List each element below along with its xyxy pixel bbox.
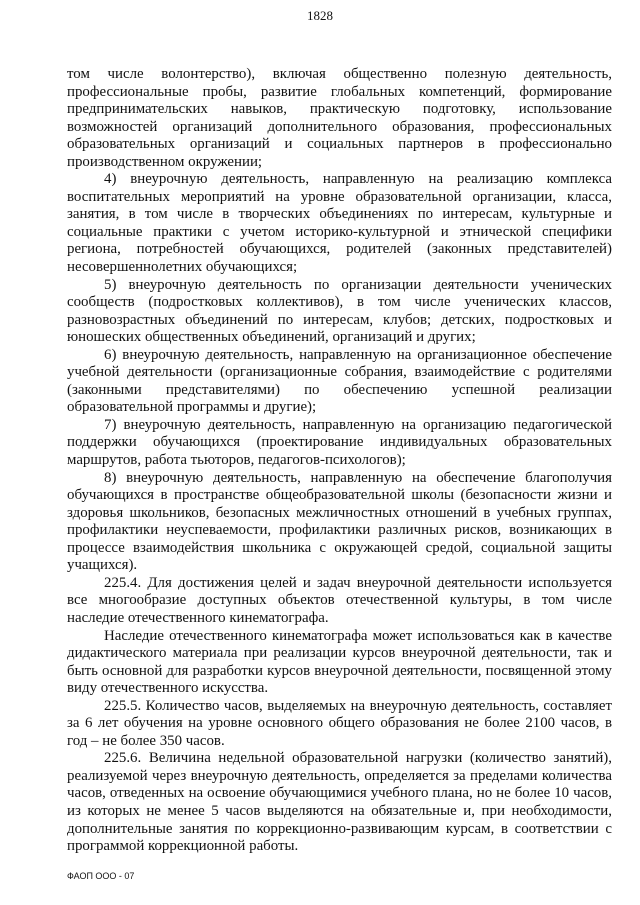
paragraph-continuation: том числе волонтерство), включая общественно полезную деятельность, профессиональные пробы, развитие глобальных компетенций, формирование предпринимательских навыков, практическую подготовку, использование возможностей организаций дополнительного образования, профессиональных образовательных организаций и социальных партнеров в профессионально производственном окружении; — [67, 66, 612, 170]
paragraph-225-4: 225.4. Для достижения целей и задач внеурочной деятельности используется все многообразие доступных объектов отечественной культуры, в том числе наследие отечественного кинематографа. — [67, 574, 612, 626]
paragraph-item-5: 5) внеурочную деятельность по организации деятельности ученических сообществ (подростковых коллективов), в том числе ученических классов, разновозрастных объединений по интересам, клубов; детских, подростковых и юношеских общественных объединений, организаций и других; — [67, 276, 612, 346]
paragraph-item-8: 8) внеурочную деятельность, направленную на обеспечение благополучия обучающихся в пространстве общеобразовательной школы (безопасности жизни и здоровья школьников, безопасных межличностных отношений в учебных группах, профилактики неуспеваемости, профилактики различных рисков, возникающих в процессе взаимодействия школьника с окружающей средой, социальной защиты учащихся). — [67, 469, 612, 574]
paragraph-225-6: 225.6. Величина недельной образовательной нагрузки (количество занятий), реализуемой через внеурочную деятельность, определяется за пределами количества часов, отведенных на освоение обучающимися учебного плана, но не более 10 часов, из которых не менее 5 часов выделяются на обязательные и, при необходимости, дополнительные занятия по коррекционно-развивающим курсам, в соответствии с программой коррекционной работы. — [67, 750, 612, 855]
document-body — [67, 66, 612, 856]
paragraph-cinema-heritage: Наследие отечественного кинематографа может использоваться как в качестве дидактического материала при реализации курсов внеурочной деятельности, так и быть основной для разработки курсов внеурочной деятельности, посвященной этому виду отечественного искусства. — [67, 627, 612, 697]
paragraph-item-4: 4) внеурочную деятельность, направленную на реализацию комплекса воспитательных мероприятий на уровне образовательной организации, класса, занятия, в том числе в творческих объединениях по интересам, культурные и социальные практики с учетом историко-культурной и этнической специфики региона, потребностей обучающихся, родителей (законных представителей) несовершеннолетних обучающихся; — [67, 171, 612, 276]
page-number: 1828 — [307, 8, 333, 23]
paragraph-225-5: 225.5. Количество часов, выделяемых на внеурочную деятельность, составляет за 6 лет обучения на уровне основного общего образования не более 2100 часов, в год – не более 350 часов. — [67, 697, 612, 749]
footer-document-code: ФАОП ООО - 07 — [67, 871, 135, 881]
paragraph-item-7: 7) внеурочную деятельность, направленную на организацию педагогической поддержки обучающихся (проектирование индивидуальных образовательных маршрутов, работа тьюторов, педагогов-психологов); — [67, 416, 612, 469]
paragraph-item-6: 6) внеурочную деятельность, направленную на организационное обеспечение учебной деятельности (организационные собрания, взаимодействие с родителями (законными представителями) по обеспечению успешной реализации образовательной программы и другие); — [67, 346, 612, 416]
